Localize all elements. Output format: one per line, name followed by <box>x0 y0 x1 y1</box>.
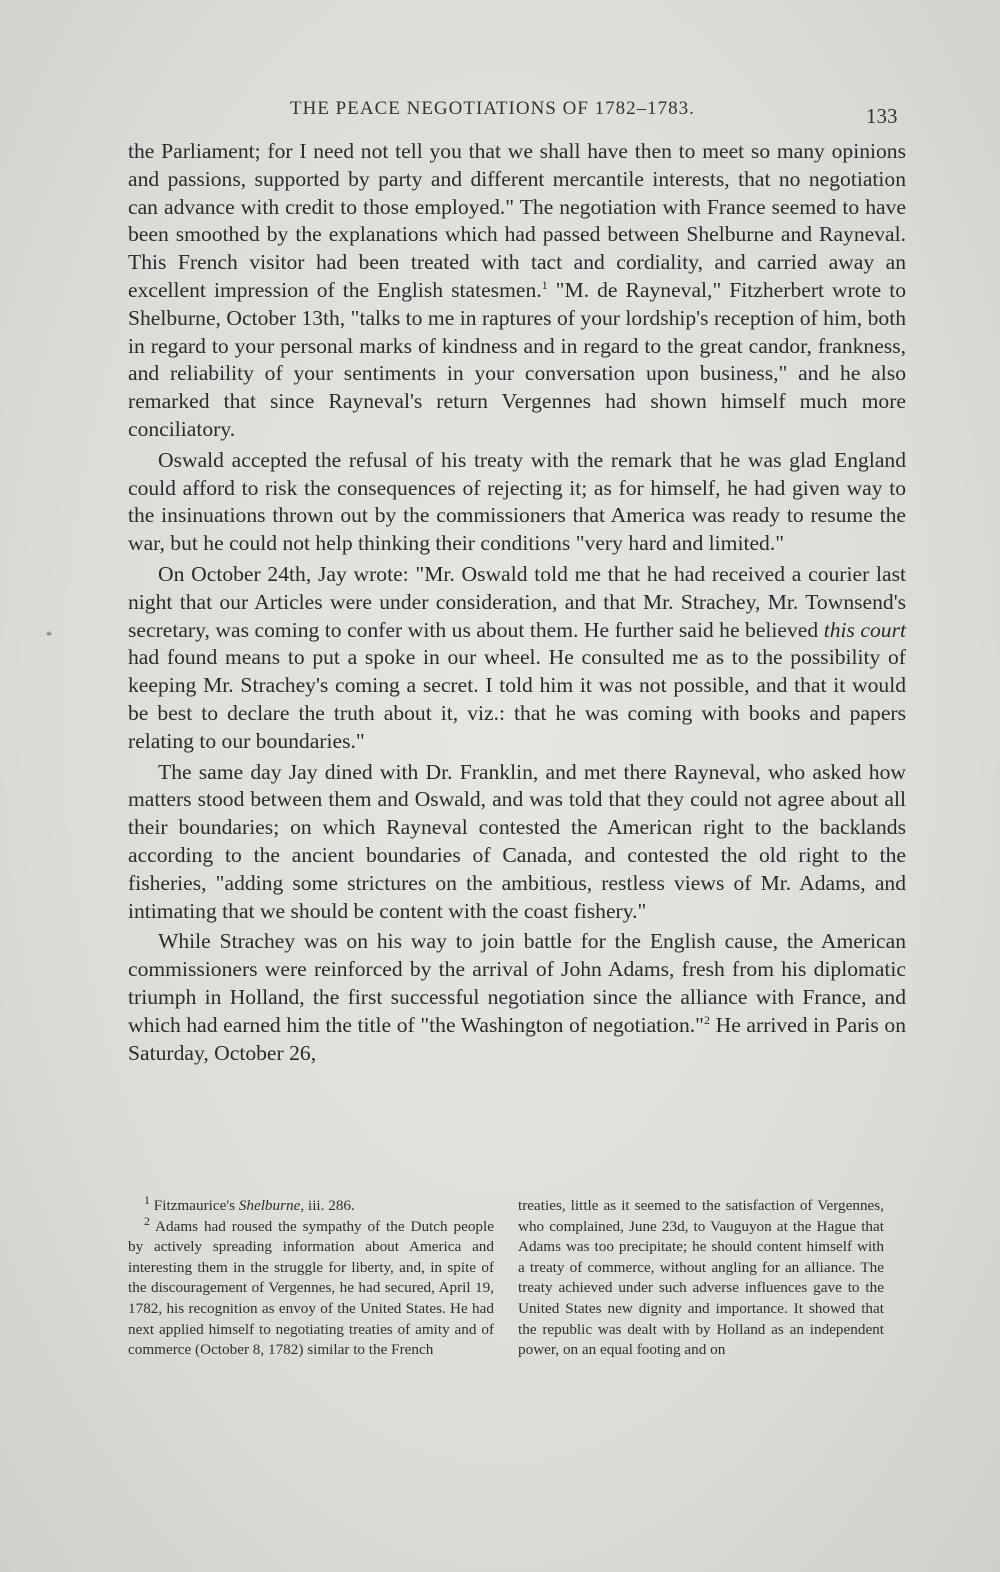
footnote-2-left-text: Adams had roused the sympathy of the Dutch people by actively spreading information about America and interesting them in the struggle for liberty, and, in spite of the discouragement of Vergennes, he had secured, April 19, 1782, his recognition as envoy of the United States. He had next applied himself to negotiating treaties of amity and of commerce (October 8, 1782) similar to the French <box>128 1217 494 1359</box>
paragraph-1-text: the Parliament; for I need not tell you that we shall have then to meet so many opinions and passions, supported by party and different mercantile interests, that no negotiation can advance with credit to those employed." The negotiation with France seemed to have been smoothed by the explanations which had passed between Shelburne and Rayneval. This French visitor had been treated with tact and cordiality, and carried away an excellent impression of the English statesmen. <box>128 139 906 302</box>
footnote-ref-1: 1 <box>541 277 548 292</box>
main-text <box>128 138 906 1070</box>
footnote-2 <box>128 1213 494 1361</box>
footnote-2-number: 2 <box>144 1213 150 1228</box>
paragraph-1-continued: "M. de Rayneval," Fitzherbert wrote to Shelburne, October 13th, "talks to me in raptures of your lordship's reception of him, both in regard to your personal marks of kindness and in regard to the great candor, frankness, and reliability of your sentiments in your conversation upon business," and he also remarked that since Rayneval's return Vergennes had shown himself much more conciliatory. <box>128 277 906 441</box>
footnote-1 <box>128 1192 494 1217</box>
footnote-1-end: , iii. 286. <box>300 1197 355 1214</box>
margin-asterisk: * <box>46 628 52 642</box>
footnote-2-right-text: treaties, little as it seemed to the satisfaction of Vergennes, who complained, June 23d, to Vauguyon at the Hague that Adams was too precipitate; he should content himself with a treaty of commerce, without angling for an alliance. The treaty achieved under such adverse influences gave to the United States new dignity and importance. It showed that the republic was dealt with by Holland as an independent power, on an equal footing and on <box>518 1197 884 1359</box>
running-title: THE PEACE NEGOTIATIONS OF 1782–1783. <box>290 98 695 119</box>
paragraph-3-continued: had found means to put a spoke in our wheel. He consulted me as to the possibility of keeping Mr. Strachey's coming a secret. I told him it was not possible, and that it would be best to declare the truth about it, viz.: that he was coming with books and papers relating to our boundaries." <box>128 645 906 753</box>
footnote-column-left <box>128 1192 494 1361</box>
footnote-column-right <box>518 1196 884 1361</box>
footnotes <box>128 1192 884 1361</box>
footnote-1-text: Fitzmaurice's <box>153 1197 239 1214</box>
paragraph-5-text: While Strachey was on his way to join battle for the English cause, the American commissioners were reinforced by the arrival of John Adams, fresh from his diplomatic triumph in Holland, the first successful negotiation since the alliance with France, and which had earned him the title of "the Washington of negotiation." <box>128 929 906 1037</box>
page-number: 133 <box>866 104 898 128</box>
paragraph-3-italic: this court <box>823 617 906 642</box>
paragraph-5-continued: He arrived in Paris on Saturday, October 26, <box>128 1012 906 1065</box>
paragraph-3 <box>128 561 906 756</box>
paragraph-5 <box>128 928 906 1067</box>
footnote-1-italic: Shelburne <box>238 1197 301 1214</box>
paragraph-4: The same day Jay dined with Dr. Franklin, and met there Rayneval, who asked how matters stood between them and Oswald, and was told that they could not agree about all their boundaries; on which Rayneval contested the American right to the backlands according to the ancient boundaries of Canada, and contested the old right to the fisheries, "adding some strictures on the ambitious, restless views of Mr. Adams, and intimating that we should be content with the coast fishery." <box>128 759 906 923</box>
paragraph-3-text: On October 24th, Jay wrote: "Mr. Oswald told me that he had received a courier last night that our Articles were under consideration, and that Mr. Strachey, Mr. Townsend's secretary, was coming to confer with us about them. He further said he believed <box>128 561 906 642</box>
paragraph-1 <box>128 138 906 444</box>
paragraph-2: Oswald accepted the refusal of his treaty with the remark that he was glad England could afford to risk the consequences of rejecting it; as for himself, he had given way to the insinuations thrown out by the commissioners that America was ready to resume the war, but he could not help thinking their conditions "very hard and limited." <box>128 447 906 556</box>
footnote-1-number: 1 <box>144 1192 150 1207</box>
footnote-ref-2: 2 <box>704 1012 710 1027</box>
